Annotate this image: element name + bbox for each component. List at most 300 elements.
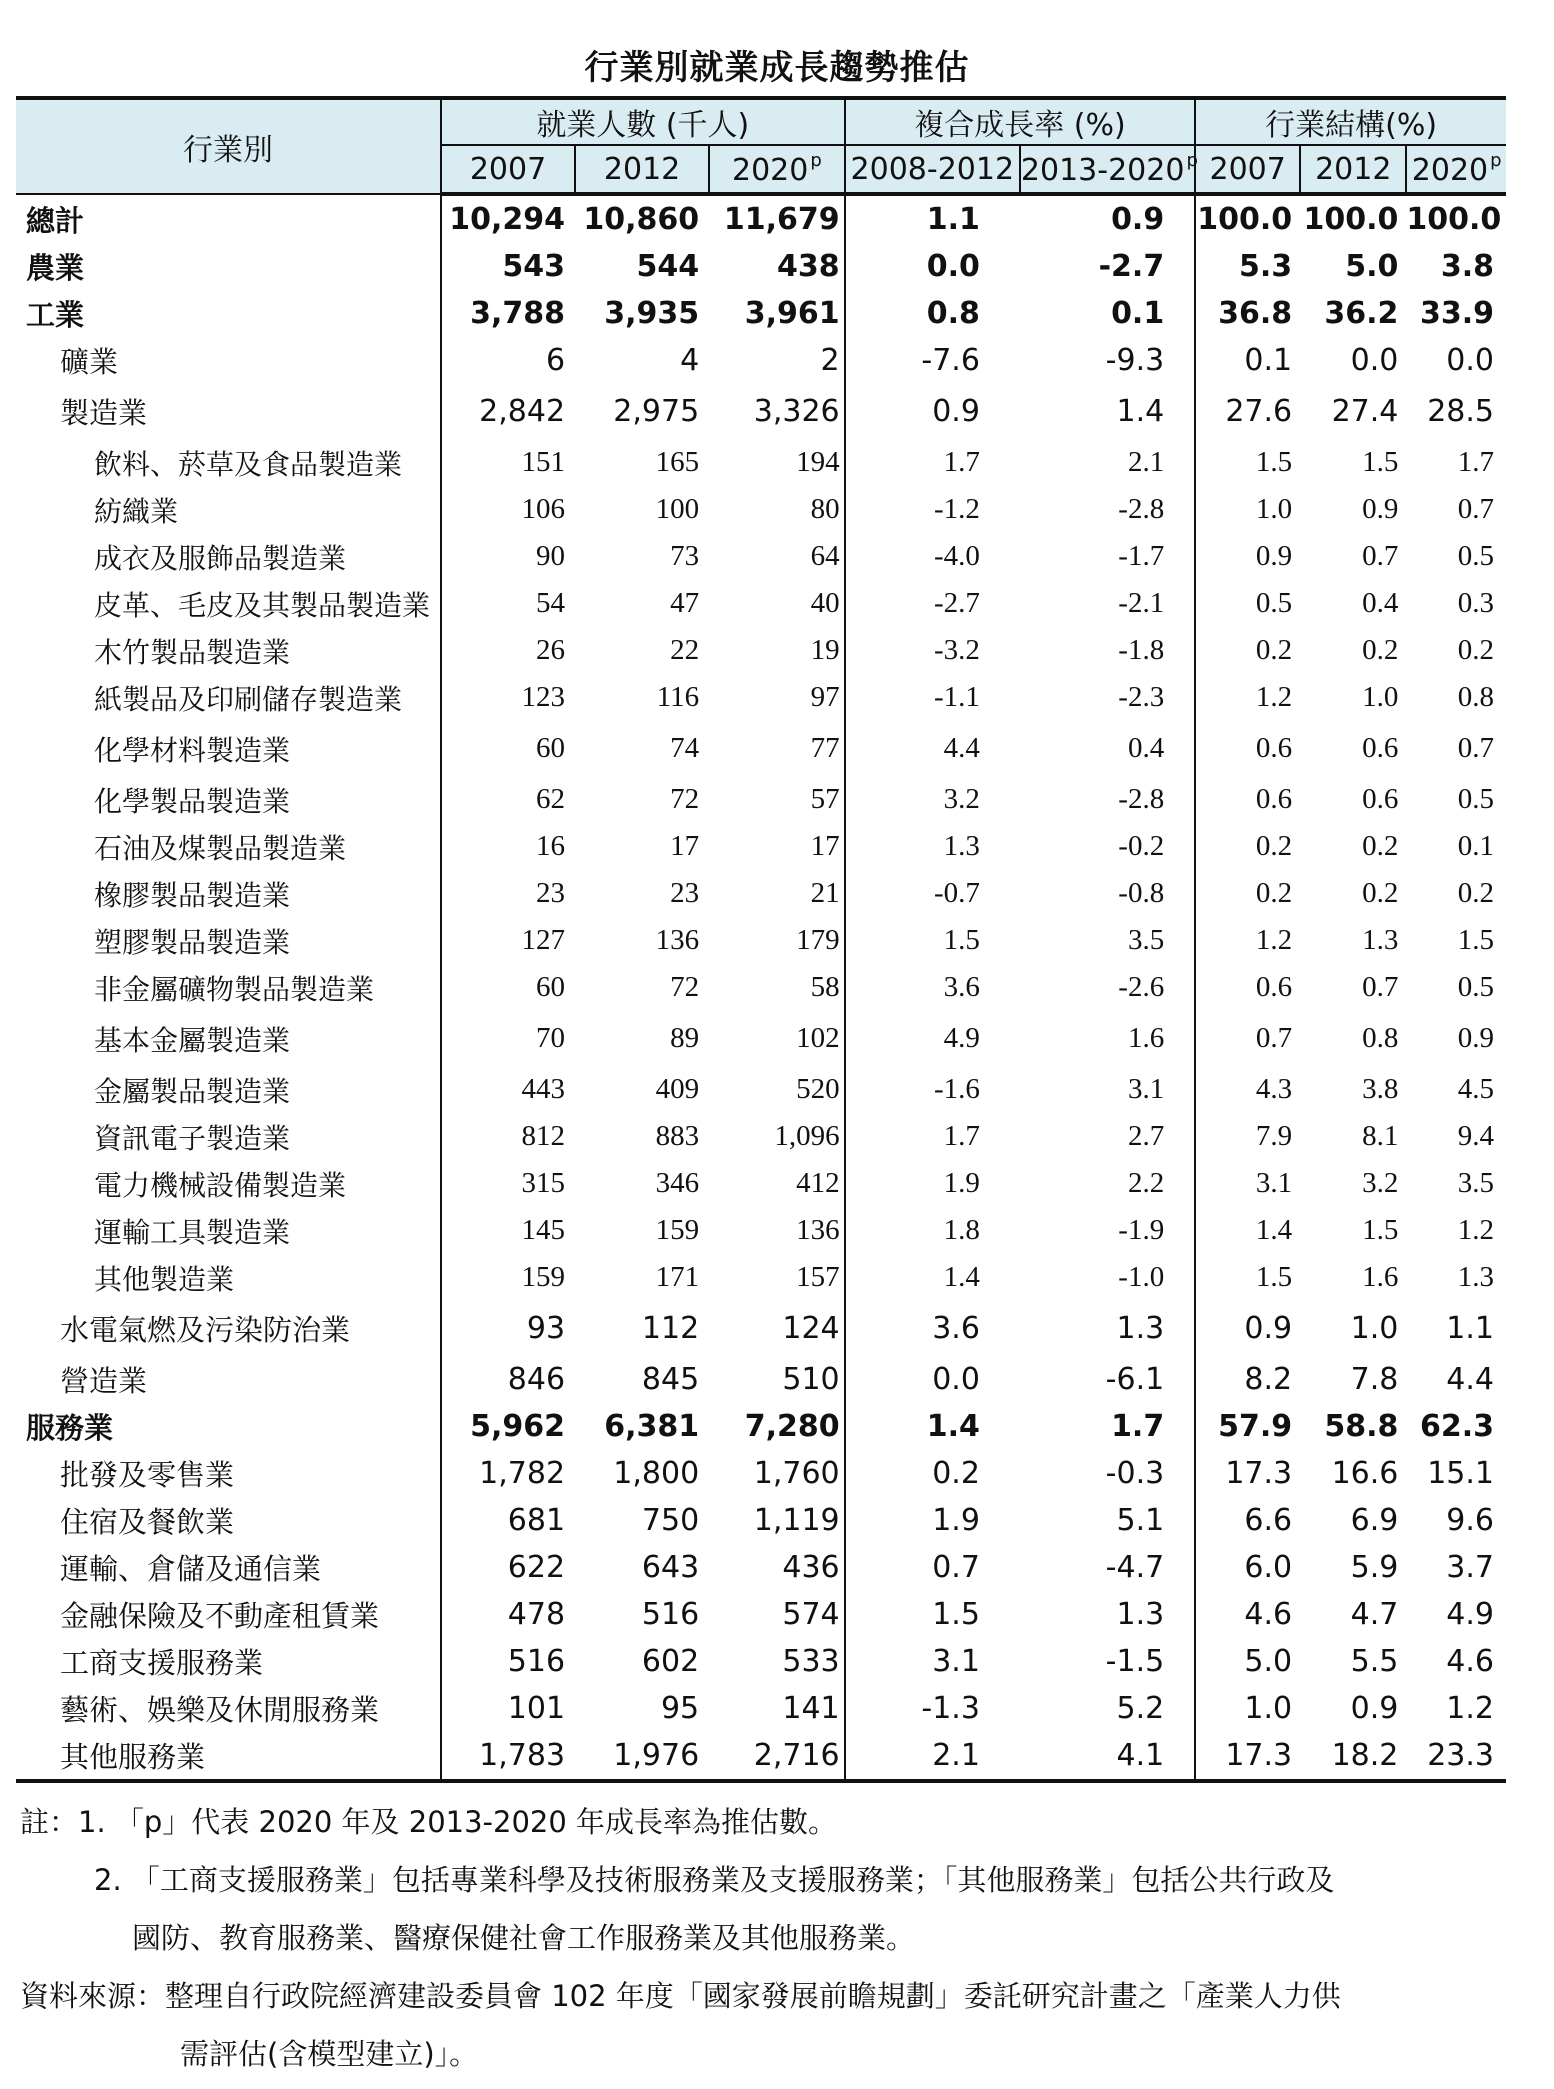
cell-emp-2007: 1,783 [441, 1732, 575, 1781]
cell-emp-2020: 2 [820, 343, 840, 378]
cell-emp-2007: 6 [441, 337, 575, 384]
cell-emp-2007: 478 [441, 1591, 575, 1638]
cell-growth-2013-2020: -9.3 [1105, 343, 1165, 378]
industry-name: 基本金屬製造業 [94, 1023, 291, 1057]
cell-emp-2012: 544 [636, 249, 700, 284]
cell-growth-2013-2020: -2.8 [1118, 493, 1165, 525]
cell-growth-2013-2020: 1.3 [1116, 1311, 1165, 1346]
cell-emp-2020: 17 [810, 830, 840, 862]
cell-str-2012: 36.2 [1324, 296, 1399, 331]
cell-growth-2008-2012: 1.9 [845, 1160, 1020, 1207]
industry-name: 電力機械設備製造業 [94, 1168, 347, 1202]
cell-emp-2007: 90 [441, 533, 575, 580]
table-row [16, 1254, 1506, 1301]
cell-emp-2012: 47 [670, 587, 700, 619]
cell-str-2012: 4.7 [1350, 1597, 1399, 1632]
cell-str-2012: 1.5 [1362, 1214, 1399, 1246]
cell-growth-2013-2020: 1.6 [1127, 1022, 1165, 1054]
cell-str-2020: 1.3 [1457, 1261, 1494, 1293]
industry-name: 橡膠製品製造業 [94, 878, 291, 912]
cell-growth-2013-2020: -4.7 [1105, 1550, 1165, 1585]
cell-growth-2013-2020: 1.7 [1111, 1409, 1165, 1444]
cell-growth-2008-2012: 1.4 [845, 1403, 1020, 1450]
cell-emp-2012: 72 [670, 783, 700, 815]
cell-str-2007: 17.3 [1195, 1732, 1300, 1781]
table-row [16, 1544, 1506, 1591]
industry-name: 住宿及餐飲業 [60, 1505, 235, 1539]
header-label: 2020 [1411, 153, 1489, 188]
cell-growth-2008-2012: -1.3 [845, 1685, 1020, 1732]
table-row [16, 486, 1506, 533]
header-label: 2013-2020 [1020, 153, 1185, 188]
cell-str-2012: 1.0 [1350, 1311, 1399, 1346]
table-row [16, 1356, 1506, 1403]
cell-str-2012: 1.5 [1362, 446, 1399, 478]
cell-str-2007: 0.2 [1195, 627, 1300, 674]
cell-str-2020: 0.1 [1457, 830, 1494, 862]
table-row [16, 1066, 1506, 1113]
header-row-groups [16, 98, 1506, 145]
cell-growth-2013-2020: -0.3 [1105, 1456, 1165, 1491]
projection-mark: p [810, 150, 822, 171]
cell-str-2007: 0.9 [1195, 533, 1300, 580]
cell-emp-2007: 60 [441, 721, 575, 776]
cell-growth-2013-2020: -0.8 [1118, 877, 1165, 909]
table-row [16, 870, 1506, 917]
cell-growth-2013-2020: -1.7 [1118, 540, 1165, 572]
cell-growth-2013-2020: -6.1 [1105, 1362, 1165, 1397]
cell-str-2020: 1.7 [1457, 446, 1494, 478]
cell-emp-2007: 443 [441, 1066, 575, 1113]
cell-str-2020: 0.5 [1457, 540, 1494, 572]
cell-emp-2007: 62 [441, 776, 575, 823]
cell-str-2020: 0.5 [1457, 971, 1494, 1003]
cell-growth-2013-2020: 2.1 [1127, 446, 1165, 478]
cell-growth-2008-2012: 0.0 [845, 1356, 1020, 1403]
table-row [16, 776, 1506, 823]
cell-str-2007: 27.6 [1195, 384, 1300, 439]
cell-emp-2020: 58 [810, 971, 840, 1003]
header-group-employment: 就業人數 (千人) [441, 98, 845, 145]
table-row [16, 1160, 1506, 1207]
cell-str-2012: 0.0 [1350, 343, 1399, 378]
cell-str-2007: 17.3 [1195, 1450, 1300, 1497]
industry-name: 運輸、倉儲及通信業 [60, 1552, 322, 1586]
industry-name: 飲料、菸草及食品製造業 [94, 447, 403, 481]
cell-str-2012: 6.9 [1350, 1503, 1399, 1538]
cell-growth-2008-2012: -1.6 [845, 1066, 1020, 1113]
cell-emp-2012: 750 [641, 1503, 700, 1538]
cell-emp-2012: 100 [655, 493, 700, 525]
cell-emp-2012: 73 [670, 540, 700, 572]
cell-str-2020: 9.6 [1446, 1503, 1494, 1538]
cell-emp-2007: 516 [441, 1638, 575, 1685]
cell-growth-2013-2020: 2.2 [1127, 1167, 1165, 1199]
cell-str-2020: 1.1 [1446, 1311, 1494, 1346]
cell-str-2007: 0.7 [1195, 1011, 1300, 1066]
cell-emp-2020: 11,679 [723, 202, 840, 237]
cell-str-2020: 0.5 [1457, 783, 1494, 815]
cell-emp-2012: 22 [670, 634, 700, 666]
cell-emp-2012: 2,975 [613, 394, 700, 429]
cell-emp-2012: 116 [656, 681, 700, 713]
cell-emp-2020: 40 [810, 587, 840, 619]
industry-name: 工業 [26, 298, 85, 332]
cell-emp-2007: 2,842 [441, 384, 575, 439]
industry-name: 非金屬礦物製品製造業 [94, 972, 375, 1006]
note-2-line-1: 2. 「工商支援服務業」包括專業科學及技術服務業及支援服務業；「其他服務業」包括公共行政及 [94, 1863, 1335, 1897]
cell-emp-2012: 171 [655, 1261, 700, 1293]
cell-str-2012: 8.1 [1362, 1120, 1399, 1152]
cell-str-2007: 3.1 [1195, 1160, 1300, 1207]
header-label: 2012 [603, 151, 681, 187]
cell-emp-2007: 26 [441, 627, 575, 674]
cell-emp-2007: 159 [441, 1254, 575, 1301]
cell-emp-2012: 883 [655, 1120, 700, 1152]
table-row [16, 721, 1506, 776]
industry-name: 營造業 [60, 1364, 148, 1398]
cell-growth-2008-2012: 1.3 [845, 823, 1020, 870]
cell-emp-2020: 1,760 [753, 1456, 840, 1491]
table-title: 行業別就業成長趨勢推估 [584, 48, 970, 88]
cell-emp-2007: 3,788 [441, 290, 575, 337]
cell-str-2012: 0.9 [1350, 1691, 1399, 1726]
cell-str-2020: 3.8 [1440, 249, 1494, 284]
cell-str-2012: 1.6 [1362, 1261, 1399, 1293]
industry-name: 化學材料製造業 [94, 733, 291, 767]
cell-growth-2013-2020: -2.6 [1118, 971, 1165, 1003]
header-str-2012 [1300, 145, 1406, 194]
header-group-structure: 行業結構(%) [1195, 98, 1506, 145]
cell-growth-2013-2020: 4.1 [1020, 1732, 1195, 1781]
industry-name: 金融保險及不動產租賃業 [60, 1599, 380, 1633]
cell-growth-2008-2012: 0.0 [845, 243, 1020, 290]
table-row [16, 1591, 1506, 1638]
cell-growth-2013-2020: -2.7 [1098, 249, 1165, 284]
cell-emp-2012: 643 [641, 1550, 700, 1585]
cell-growth-2008-2012: 2.1 [845, 1732, 1020, 1781]
cell-emp-2012: 409 [655, 1073, 700, 1105]
cell-str-2012: 0.2 [1362, 877, 1399, 909]
cell-growth-2008-2012: 0.7 [845, 1544, 1020, 1591]
cell-str-2007: 0.6 [1195, 964, 1300, 1011]
cell-str-2012: 0.2 [1362, 634, 1399, 666]
cell-emp-2020: 21 [810, 877, 840, 909]
table-row [16, 1450, 1506, 1497]
cell-str-2020: 0.7 [1457, 732, 1494, 764]
industry-name: 礦業 [60, 345, 119, 379]
cell-str-2012: 0.4 [1362, 587, 1399, 619]
cell-emp-2012: 4 [680, 343, 700, 378]
cell-emp-2020: 438 [777, 249, 840, 284]
table-row [16, 1113, 1506, 1160]
table-row [16, 243, 1506, 290]
cell-str-2012: 0.7 [1362, 540, 1399, 572]
cell-growth-2013-2020: -2.3 [1118, 681, 1165, 713]
cell-growth-2008-2012: 1.8 [845, 1207, 1020, 1254]
cell-emp-2020: 124 [782, 1311, 840, 1346]
cell-emp-2007: 812 [441, 1113, 575, 1160]
cell-emp-2012: 112 [641, 1311, 700, 1346]
industry-name: 其他製造業 [94, 1262, 235, 1296]
table-row [16, 627, 1506, 674]
industry-name: 塑膠製品製造業 [94, 925, 291, 959]
header-label: 2007 [469, 151, 547, 187]
table-row [16, 1403, 1506, 1450]
industry-name: 皮革、毛皮及其製品製造業 [94, 588, 431, 622]
cell-str-2020: 23.3 [1406, 1732, 1506, 1781]
cell-growth-2013-2020: -2.8 [1118, 783, 1165, 815]
cell-emp-2007: 93 [441, 1301, 575, 1356]
cell-str-2020: 62.3 [1419, 1409, 1494, 1444]
cell-growth-2013-2020: 0.1 [1111, 296, 1165, 331]
table-row [16, 1732, 1506, 1781]
cell-str-2012: 5.5 [1350, 1644, 1399, 1679]
cell-str-2007: 0.6 [1195, 776, 1300, 823]
projection-mark: p [1186, 150, 1198, 171]
header-growth-2008-2012 [845, 145, 1020, 194]
cell-str-2020: 33.9 [1419, 296, 1494, 331]
cell-emp-2012: 602 [641, 1644, 700, 1679]
cell-str-2012: 58.8 [1324, 1409, 1399, 1444]
table-row [16, 1207, 1506, 1254]
table-row [16, 384, 1506, 439]
cell-str-2007: 1.2 [1195, 917, 1300, 964]
cell-str-2012: 27.4 [1331, 394, 1399, 429]
cell-emp-2012: 89 [670, 1022, 700, 1054]
industry-name: 化學製品製造業 [94, 784, 291, 818]
projection-mark: p [1490, 150, 1502, 171]
cell-emp-2020: 2,716 [709, 1732, 844, 1781]
header-label: 2008-2012 [850, 151, 1015, 187]
cell-growth-2008-2012: -2.7 [845, 580, 1020, 627]
cell-growth-2013-2020: 3.5 [1127, 924, 1165, 956]
cell-emp-2007: 127 [441, 917, 575, 964]
cell-emp-2012: 10,860 [583, 202, 700, 237]
cell-str-2007: 1.5 [1195, 439, 1300, 486]
cell-emp-2012: 516 [641, 1597, 700, 1632]
cell-growth-2008-2012: -4.0 [845, 533, 1020, 580]
cell-growth-2008-2012: 0.8 [845, 290, 1020, 337]
cell-growth-2013-2020: 1.4 [1116, 394, 1165, 429]
cell-str-2020: 1.5 [1457, 924, 1494, 956]
cell-str-2012: 5.9 [1350, 1550, 1399, 1585]
cell-emp-2012: 159 [655, 1214, 700, 1246]
cell-emp-2012: 1,800 [613, 1456, 700, 1491]
cell-emp-2007: 60 [441, 964, 575, 1011]
cell-emp-2007: 145 [441, 1207, 575, 1254]
cell-emp-2007: 123 [441, 674, 575, 721]
cell-emp-2007: 23 [441, 870, 575, 917]
cell-growth-2013-2020: -1.9 [1118, 1214, 1165, 1246]
cell-emp-2020: 64 [810, 540, 840, 572]
cell-str-2020: 3.5 [1457, 1167, 1494, 1199]
cell-emp-2012: 845 [641, 1362, 700, 1397]
note-2-line-2: 國防、教育服務業、醫療保健社會工作服務業及其他服務業。 [132, 1921, 916, 1955]
industry-name: 服務業 [26, 1411, 114, 1445]
industry-name: 資訊電子製造業 [94, 1121, 291, 1155]
cell-str-2012: 0.6 [1362, 783, 1399, 815]
header-industry: 行業別 [16, 98, 441, 194]
industry-name: 批發及零售業 [60, 1458, 235, 1492]
cell-str-2007: 0.2 [1195, 823, 1300, 870]
cell-growth-2008-2012: 0.2 [845, 1450, 1020, 1497]
cell-emp-2007: 1,782 [441, 1450, 575, 1497]
cell-str-2007: 4.3 [1195, 1066, 1300, 1113]
cell-emp-2020: 19 [810, 634, 840, 666]
cell-growth-2008-2012: 1.9 [845, 1497, 1020, 1544]
table-row [16, 580, 1506, 627]
table-row [16, 917, 1506, 964]
cell-emp-2020: 412 [796, 1167, 840, 1199]
cell-growth-2008-2012: -0.7 [845, 870, 1020, 917]
cell-str-2007: 1.2 [1195, 674, 1300, 721]
cell-emp-2012: 6,381 [604, 1409, 700, 1444]
table-row [16, 337, 1506, 384]
cell-str-2012: 0.8 [1362, 1022, 1399, 1054]
cell-emp-2020: 80 [810, 493, 840, 525]
cell-emp-2007: 681 [441, 1497, 575, 1544]
header-emp-2020 [709, 145, 844, 194]
cell-str-2007: 1.0 [1195, 486, 1300, 533]
cell-str-2020: 4.4 [1446, 1362, 1494, 1397]
cell-growth-2013-2020: 5.1 [1116, 1503, 1165, 1538]
cell-emp-2020: 520 [796, 1073, 840, 1105]
cell-emp-2012: 346 [655, 1167, 700, 1199]
cell-emp-2012: 72 [670, 971, 700, 1003]
cell-emp-2012: 3,935 [604, 296, 700, 331]
industry-name: 其他服務業 [16, 1732, 441, 1781]
industry-name: 紙製品及印刷儲存製造業 [94, 682, 403, 716]
cell-emp-2020: 436 [782, 1550, 840, 1585]
cell-str-2012: 7.8 [1350, 1362, 1399, 1397]
cell-emp-2020: 3,961 [744, 296, 840, 331]
cell-str-2007: 0.2 [1195, 870, 1300, 917]
industry-name: 金屬製品製造業 [94, 1074, 291, 1108]
cell-str-2007: 5.0 [1195, 1638, 1300, 1685]
header-str-2007 [1195, 145, 1300, 194]
cell-emp-2012: 17 [670, 830, 700, 862]
cell-str-2007: 6.0 [1195, 1544, 1300, 1591]
cell-str-2020: 3.7 [1446, 1550, 1494, 1585]
table-body [16, 194, 1506, 1781]
cell-str-2020: 1.2 [1446, 1691, 1494, 1726]
table-row [16, 823, 1506, 870]
cell-emp-2020: 7,280 [744, 1409, 840, 1444]
cell-growth-2008-2012: 1.4 [845, 1254, 1020, 1301]
table-row [16, 1685, 1506, 1732]
cell-growth-2013-2020: 5.2 [1116, 1691, 1165, 1726]
cell-str-2007: 5.3 [1195, 243, 1300, 290]
cell-str-2012: 100.0 [1303, 202, 1399, 237]
cell-growth-2013-2020: -1.5 [1105, 1644, 1165, 1679]
cell-str-2020: 4.6 [1446, 1644, 1494, 1679]
cell-emp-2007: 70 [441, 1011, 575, 1066]
cell-growth-2013-2020: -2.1 [1118, 587, 1165, 619]
industry-name: 運輸工具製造業 [94, 1215, 291, 1249]
cell-str-2012: 1.0 [1362, 681, 1399, 713]
cell-growth-2013-2020: 0.4 [1127, 732, 1165, 764]
cell-growth-2008-2012: 4.9 [845, 1011, 1020, 1066]
source-line-2: 需評估(含模型建立)」。 [180, 2037, 479, 2071]
industry-name: 工商支援服務業 [60, 1646, 264, 1680]
cell-growth-2008-2012: 1.7 [845, 439, 1020, 486]
cell-growth-2008-2012: 1.7 [845, 1113, 1020, 1160]
cell-str-2012: 3.2 [1362, 1167, 1399, 1199]
cell-str-2007: 0.1 [1195, 337, 1300, 384]
cell-emp-2007: 106 [441, 486, 575, 533]
cell-str-2007: 0.9 [1195, 1301, 1300, 1356]
cell-str-2007: 1.5 [1195, 1254, 1300, 1301]
cell-str-2020: 100.0 [1406, 202, 1502, 237]
cell-growth-2008-2012: 3.6 [845, 964, 1020, 1011]
cell-str-2007: 7.9 [1195, 1113, 1300, 1160]
table-row [16, 1011, 1506, 1066]
cell-str-2012: 1.3 [1362, 924, 1399, 956]
cell-str-2020: 0.2 [1457, 877, 1494, 909]
cell-emp-2007: 622 [441, 1544, 575, 1591]
cell-str-2020: 0.7 [1457, 493, 1494, 525]
cell-growth-2008-2012: 1.5 [845, 917, 1020, 964]
cell-emp-2020: 157 [796, 1261, 840, 1293]
cell-emp-2007: 101 [441, 1685, 575, 1732]
cell-str-2012: 16.6 [1331, 1456, 1399, 1491]
cell-emp-2012: 1,976 [575, 1732, 709, 1781]
industry-name: 製造業 [60, 396, 148, 430]
cell-emp-2007: 16 [441, 823, 575, 870]
cell-growth-2008-2012: 1.1 [845, 194, 1020, 243]
cell-str-2020: 4.5 [1457, 1073, 1494, 1105]
table-row [16, 1497, 1506, 1544]
cell-growth-2013-2020: -1.8 [1118, 634, 1165, 666]
cell-str-2020: 0.3 [1457, 587, 1494, 619]
cell-str-2020: 4.9 [1446, 1597, 1494, 1632]
cell-growth-2008-2012: 4.4 [845, 721, 1020, 776]
table-row [16, 194, 1506, 243]
cell-growth-2008-2012: 3.6 [845, 1301, 1020, 1356]
note-1: 註：1. 「p」代表 2020 年及 2013-2020 年成長率為推估數。 [20, 1805, 838, 1839]
cell-str-2007: 4.6 [1195, 1591, 1300, 1638]
header-growth-2013-2020 [1020, 145, 1198, 194]
cell-emp-2012: 165 [655, 446, 700, 478]
cell-emp-2020: 136 [796, 1214, 840, 1246]
cell-str-2007: 6.6 [1195, 1497, 1300, 1544]
cell-str-2012: 0.7 [1362, 971, 1399, 1003]
cell-str-2020: 0.9 [1457, 1022, 1494, 1054]
cell-str-2007: 57.9 [1195, 1403, 1300, 1450]
cell-emp-2020: 533 [782, 1644, 840, 1679]
footnotes [20, 1793, 1540, 2083]
industry-name: 藝術、娛樂及休閒服務業 [60, 1693, 380, 1727]
cell-growth-2013-2020: 2.7 [1127, 1120, 1165, 1152]
cell-str-2007: 100.0 [1195, 194, 1300, 243]
header-label: 2007 [1209, 151, 1286, 187]
table-row [16, 439, 1506, 486]
cell-growth-2013-2020: -1.0 [1118, 1261, 1165, 1293]
header-emp-2012 [575, 145, 709, 194]
header-group-growth: 複合成長率 (%) [845, 98, 1196, 145]
cell-emp-2007: 10,294 [441, 194, 575, 243]
cell-emp-2020: 1,096 [774, 1120, 840, 1152]
cell-growth-2013-2020: 0.9 [1111, 202, 1165, 237]
cell-growth-2008-2012: 3.2 [845, 776, 1020, 823]
cell-growth-2013-2020: 3.1 [1127, 1073, 1165, 1105]
industry-name: 成衣及服飾品製造業 [94, 541, 347, 575]
cell-str-2020: 1.2 [1457, 1214, 1494, 1246]
table-row [16, 1638, 1506, 1685]
cell-str-2020: 0.0 [1446, 343, 1494, 378]
cell-emp-2012: 23 [670, 877, 700, 909]
